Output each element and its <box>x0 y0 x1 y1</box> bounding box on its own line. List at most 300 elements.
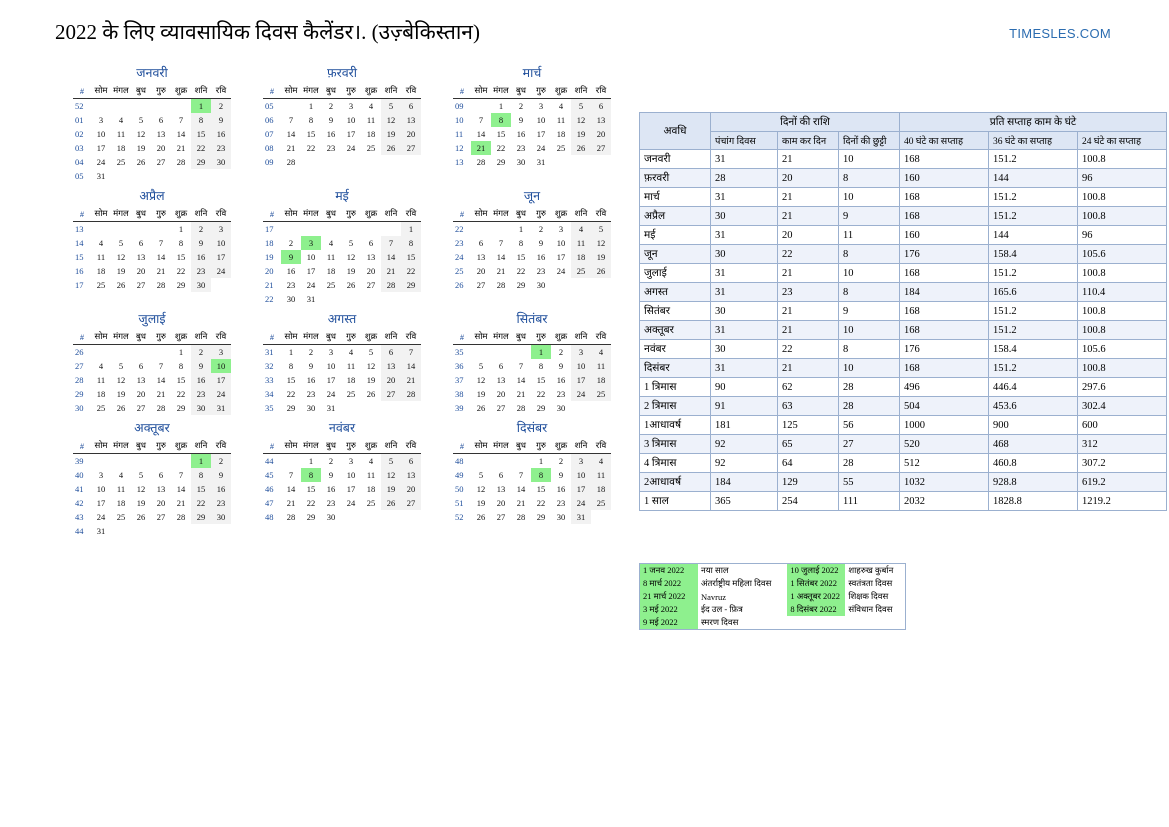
day-cell[interactable]: 18 <box>346 375 356 385</box>
day-cell[interactable]: 27 <box>401 496 421 510</box>
day-cell[interactable]: 9 <box>191 236 211 250</box>
day-cell[interactable]: 2 <box>328 456 334 466</box>
day-cell[interactable]: 28 <box>516 512 526 522</box>
day-cell[interactable]: 8 <box>178 361 184 371</box>
day-cell[interactable]: 28 <box>401 387 421 401</box>
day-cell[interactable]: 25 <box>346 389 356 399</box>
day-cell[interactable]: 18 <box>571 250 591 264</box>
day-cell[interactable]: 21 <box>286 498 296 508</box>
day-cell[interactable]: 30 <box>286 294 296 304</box>
day-cell[interactable]: 15 <box>536 375 546 385</box>
day-cell[interactable]: 19 <box>381 482 401 496</box>
day-cell[interactable]: 22 <box>516 266 526 276</box>
day-cell[interactable]: 22 <box>176 389 186 399</box>
day-cell[interactable]: 3 <box>98 115 104 125</box>
day-cell[interactable]: 23 <box>286 280 296 290</box>
day-cell[interactable]: 13 <box>496 375 506 385</box>
day-cell[interactable]: 12 <box>136 129 146 139</box>
day-cell[interactable]: 4 <box>118 470 124 480</box>
day-cell[interactable]: 27 <box>401 141 421 155</box>
day-cell[interactable]: 13 <box>156 129 166 139</box>
day-cell[interactable]: 5 <box>138 115 144 125</box>
day-cell[interactable]: 27 <box>156 157 166 167</box>
day-cell[interactable]: 30 <box>536 280 546 290</box>
day-cell[interactable]: 28 <box>516 403 526 413</box>
day-cell[interactable]: 25 <box>591 387 611 401</box>
day-cell[interactable]: 10 <box>556 238 566 248</box>
day-cell[interactable]: 17 <box>571 373 591 387</box>
day-cell[interactable]: 7 <box>158 238 164 248</box>
day-cell[interactable]: 4 <box>328 238 334 248</box>
day-cell[interactable]: 10 <box>306 252 316 262</box>
day-cell[interactable]: 31 <box>571 510 591 524</box>
day-cell[interactable]: 3 <box>328 347 334 357</box>
day-cell[interactable]: 11 <box>591 468 611 482</box>
day-cell[interactable]: 17 <box>326 375 336 385</box>
day-cell[interactable]: 7 <box>178 470 184 480</box>
day-cell[interactable]: 4 <box>98 238 104 248</box>
day-cell[interactable]: 7 <box>288 470 294 480</box>
day-cell[interactable]: 12 <box>476 375 486 385</box>
day-cell[interactable]: 6 <box>138 238 144 248</box>
day-cell[interactable]: 3 <box>348 456 354 466</box>
day-cell[interactable]: 31 <box>211 401 231 415</box>
day-cell[interactable]: 4 <box>368 101 374 111</box>
day-cell[interactable]: 25 <box>96 280 106 290</box>
holiday-day-cell[interactable]: 21 <box>471 141 491 155</box>
day-cell[interactable]: 25 <box>366 143 376 153</box>
day-cell[interactable]: 23 <box>211 496 231 510</box>
day-cell[interactable]: 25 <box>366 498 376 508</box>
day-cell[interactable]: 29 <box>536 403 546 413</box>
day-cell[interactable]: 16 <box>211 127 231 141</box>
day-cell[interactable]: 29 <box>176 403 186 413</box>
day-cell[interactable]: 27 <box>366 280 376 290</box>
day-cell[interactable]: 27 <box>496 512 506 522</box>
day-cell[interactable]: 20 <box>401 127 421 141</box>
day-cell[interactable]: 14 <box>476 129 486 139</box>
day-cell[interactable]: 11 <box>96 375 106 385</box>
day-cell[interactable]: 24 <box>306 280 316 290</box>
holiday-day-cell[interactable]: 1 <box>191 99 211 114</box>
day-cell[interactable]: 14 <box>286 129 296 139</box>
day-cell[interactable]: 17 <box>536 129 546 139</box>
day-cell[interactable]: 10 <box>346 470 356 480</box>
day-cell[interactable]: 24 <box>571 496 591 510</box>
day-cell[interactable]: 20 <box>366 266 376 276</box>
day-cell[interactable]: 8 <box>178 238 184 248</box>
day-cell[interactable]: 20 <box>136 266 146 276</box>
day-cell[interactable]: 5 <box>478 470 484 480</box>
day-cell[interactable]: 10 <box>211 236 231 250</box>
day-cell[interactable]: 25 <box>556 143 566 153</box>
day-cell[interactable]: 13 <box>136 252 146 262</box>
day-cell[interactable]: 23 <box>211 141 231 155</box>
day-cell[interactable]: 4 <box>98 361 104 371</box>
holiday-day-cell[interactable]: 8 <box>531 468 551 482</box>
day-cell[interactable]: 5 <box>348 238 354 248</box>
day-cell[interactable]: 21 <box>176 143 186 153</box>
day-cell[interactable]: 3 <box>98 470 104 480</box>
day-cell[interactable]: 10 <box>536 115 546 125</box>
day-cell[interactable]: 24 <box>556 266 566 276</box>
day-cell[interactable]: 11 <box>366 115 376 125</box>
day-cell[interactable]: 25 <box>116 512 126 522</box>
day-cell[interactable]: 27 <box>156 512 166 522</box>
day-cell[interactable]: 8 <box>538 361 544 371</box>
day-cell[interactable]: 6 <box>381 345 401 360</box>
day-cell[interactable]: 14 <box>156 375 166 385</box>
holiday-day-cell[interactable]: 1 <box>191 454 211 469</box>
day-cell[interactable]: 10 <box>326 361 336 371</box>
day-cell[interactable]: 19 <box>591 250 611 264</box>
day-cell[interactable]: 2 <box>518 101 524 111</box>
day-cell[interactable]: 2 <box>558 347 564 357</box>
day-cell[interactable]: 6 <box>138 361 144 371</box>
day-cell[interactable]: 28 <box>176 512 186 522</box>
day-cell[interactable]: 2 <box>191 222 211 237</box>
day-cell[interactable]: 14 <box>496 252 506 262</box>
day-cell[interactable]: 11 <box>96 252 106 262</box>
day-cell[interactable]: 13 <box>136 375 146 385</box>
day-cell[interactable]: 11 <box>366 470 376 480</box>
day-cell[interactable]: 18 <box>116 143 126 153</box>
day-cell[interactable]: 27 <box>136 280 146 290</box>
day-cell[interactable]: 11 <box>571 236 591 250</box>
day-cell[interactable]: 1 <box>178 347 184 357</box>
day-cell[interactable]: 12 <box>346 252 356 262</box>
day-cell[interactable]: 12 <box>571 113 591 127</box>
day-cell[interactable]: 2 <box>558 456 564 466</box>
day-cell[interactable]: 14 <box>516 484 526 494</box>
day-cell[interactable]: 2 <box>538 224 544 234</box>
day-cell[interactable]: 15 <box>176 375 186 385</box>
day-cell[interactable]: 19 <box>476 498 486 508</box>
day-cell[interactable]: 23 <box>556 498 566 508</box>
day-cell[interactable]: 24 <box>346 143 356 153</box>
holiday-day-cell[interactable]: 10 <box>211 359 231 373</box>
day-cell[interactable]: 6 <box>478 238 484 248</box>
day-cell[interactable]: 9 <box>211 468 231 482</box>
day-cell[interactable]: 4 <box>118 115 124 125</box>
day-cell[interactable]: 22 <box>191 496 211 510</box>
day-cell[interactable]: 7 <box>498 238 504 248</box>
day-cell[interactable]: 8 <box>191 113 211 127</box>
day-cell[interactable]: 25 <box>96 403 106 413</box>
day-cell[interactable]: 26 <box>381 141 401 155</box>
day-cell[interactable]: 29 <box>176 280 186 290</box>
day-cell[interactable]: 4 <box>348 347 354 357</box>
day-cell[interactable]: 2 <box>288 238 294 248</box>
day-cell[interactable]: 31 <box>96 171 106 181</box>
day-cell[interactable]: 2 <box>308 347 314 357</box>
day-cell[interactable]: 23 <box>516 143 526 153</box>
day-cell[interactable]: 22 <box>286 389 296 399</box>
day-cell[interactable]: 26 <box>381 496 401 510</box>
day-cell[interactable]: 15 <box>306 484 316 494</box>
day-cell[interactable]: 29 <box>286 403 296 413</box>
day-cell[interactable]: 24 <box>536 143 546 153</box>
day-cell[interactable]: 16 <box>516 129 526 139</box>
day-cell[interactable]: 30 <box>556 512 566 522</box>
day-cell[interactable]: 3 <box>571 345 591 360</box>
day-cell[interactable]: 1 <box>288 347 294 357</box>
day-cell[interactable]: 11 <box>116 129 126 139</box>
day-cell[interactable]: 22 <box>191 141 211 155</box>
day-cell[interactable]: 24 <box>326 389 336 399</box>
day-cell[interactable]: 13 <box>381 359 401 373</box>
day-cell[interactable]: 29 <box>191 155 211 169</box>
day-cell[interactable]: 24 <box>346 498 356 508</box>
day-cell[interactable]: 26 <box>476 403 486 413</box>
day-cell[interactable]: 13 <box>366 252 376 262</box>
day-cell[interactable]: 16 <box>306 375 316 385</box>
day-cell[interactable]: 15 <box>176 252 186 262</box>
day-cell[interactable]: 6 <box>158 470 164 480</box>
day-cell[interactable]: 7 <box>288 115 294 125</box>
holiday-day-cell[interactable]: 8 <box>301 468 321 482</box>
day-cell[interactable]: 16 <box>211 482 231 496</box>
day-cell[interactable]: 19 <box>116 266 126 276</box>
day-cell[interactable]: 18 <box>366 484 376 494</box>
day-cell[interactable]: 23 <box>326 498 336 508</box>
day-cell[interactable]: 9 <box>308 361 314 371</box>
day-cell[interactable]: 4 <box>558 101 564 111</box>
day-cell[interactable]: 4 <box>368 456 374 466</box>
day-cell[interactable]: 12 <box>136 484 146 494</box>
day-cell[interactable]: 18 <box>326 266 336 276</box>
day-cell[interactable]: 29 <box>306 512 316 522</box>
day-cell[interactable]: 30 <box>306 403 316 413</box>
day-cell[interactable]: 22 <box>536 389 546 399</box>
day-cell[interactable]: 7 <box>518 470 524 480</box>
day-cell[interactable]: 22 <box>536 498 546 508</box>
day-cell[interactable]: 6 <box>401 454 421 469</box>
day-cell[interactable]: 16 <box>326 484 336 494</box>
day-cell[interactable]: 22 <box>401 264 421 278</box>
day-cell[interactable]: 19 <box>346 266 356 276</box>
day-cell[interactable]: 14 <box>176 484 186 494</box>
day-cell[interactable]: 6 <box>368 238 374 248</box>
day-cell[interactable]: 23 <box>306 389 316 399</box>
day-cell[interactable]: 4 <box>591 454 611 469</box>
day-cell[interactable]: 17 <box>556 252 566 262</box>
day-cell[interactable]: 7 <box>401 345 421 360</box>
day-cell[interactable]: 1 <box>401 222 421 237</box>
day-cell[interactable]: 21 <box>156 266 166 276</box>
day-cell[interactable]: 28 <box>176 157 186 167</box>
day-cell[interactable]: 18 <box>116 498 126 508</box>
day-cell[interactable]: 11 <box>116 484 126 494</box>
day-cell[interactable]: 15 <box>191 127 211 141</box>
day-cell[interactable]: 1 <box>498 101 504 111</box>
day-cell[interactable]: 6 <box>401 99 421 114</box>
day-cell[interactable]: 25 <box>326 280 336 290</box>
day-cell[interactable]: 28 <box>286 157 296 167</box>
day-cell[interactable]: 10 <box>96 129 106 139</box>
day-cell[interactable]: 1 <box>538 456 544 466</box>
day-cell[interactable]: 1 <box>308 456 314 466</box>
day-cell[interactable]: 15 <box>191 482 211 496</box>
day-cell[interactable]: 31 <box>536 157 546 167</box>
day-cell[interactable]: 2 <box>191 345 211 360</box>
day-cell[interactable]: 27 <box>476 280 486 290</box>
day-cell[interactable]: 16 <box>556 484 566 494</box>
day-cell[interactable]: 11 <box>346 361 356 371</box>
day-cell[interactable]: 31 <box>96 526 106 536</box>
day-cell[interactable]: 6 <box>591 99 611 114</box>
day-cell[interactable]: 7 <box>178 115 184 125</box>
day-cell[interactable]: 14 <box>286 484 296 494</box>
day-cell[interactable]: 18 <box>96 266 106 276</box>
day-cell[interactable]: 29 <box>536 512 546 522</box>
day-cell[interactable]: 8 <box>401 236 421 250</box>
day-cell[interactable]: 8 <box>518 238 524 248</box>
day-cell[interactable]: 23 <box>326 143 336 153</box>
day-cell[interactable]: 20 <box>136 389 146 399</box>
day-cell[interactable]: 5 <box>381 454 401 469</box>
day-cell[interactable]: 26 <box>116 280 126 290</box>
day-cell[interactable]: 14 <box>516 375 526 385</box>
day-cell[interactable]: 21 <box>516 498 526 508</box>
day-cell[interactable]: 11 <box>326 252 336 262</box>
holiday-day-cell[interactable]: 3 <box>301 236 321 250</box>
day-cell[interactable]: 16 <box>556 375 566 385</box>
day-cell[interactable]: 14 <box>156 252 166 262</box>
day-cell[interactable]: 25 <box>591 496 611 510</box>
day-cell[interactable]: 28 <box>156 403 166 413</box>
day-cell[interactable]: 15 <box>286 375 296 385</box>
day-cell[interactable]: 12 <box>116 252 126 262</box>
day-cell[interactable]: 20 <box>381 373 401 387</box>
day-cell[interactable]: 15 <box>536 484 546 494</box>
day-cell[interactable]: 9 <box>558 361 564 371</box>
day-cell[interactable]: 13 <box>401 113 421 127</box>
day-cell[interactable]: 9 <box>328 470 334 480</box>
day-cell[interactable]: 12 <box>476 484 486 494</box>
day-cell[interactable]: 11 <box>556 115 566 125</box>
day-cell[interactable]: 3 <box>211 222 231 237</box>
day-cell[interactable]: 10 <box>346 115 356 125</box>
day-cell[interactable]: 5 <box>571 99 591 114</box>
day-cell[interactable]: 4 <box>591 345 611 360</box>
day-cell[interactable]: 15 <box>401 250 421 264</box>
day-cell[interactable]: 26 <box>136 512 146 522</box>
day-cell[interactable]: 30 <box>326 512 336 522</box>
day-cell[interactable]: 24 <box>96 512 106 522</box>
day-cell[interactable]: 27 <box>136 403 146 413</box>
day-cell[interactable]: 14 <box>401 359 421 373</box>
day-cell[interactable]: 8 <box>288 361 294 371</box>
day-cell[interactable]: 2 <box>211 454 231 469</box>
day-cell[interactable]: 17 <box>346 129 356 139</box>
day-cell[interactable]: 9 <box>211 113 231 127</box>
day-cell[interactable]: 13 <box>476 252 486 262</box>
day-cell[interactable]: 5 <box>118 238 124 248</box>
holiday-day-cell[interactable]: 1 <box>531 345 551 360</box>
day-cell[interactable]: 13 <box>591 113 611 127</box>
day-cell[interactable]: 22 <box>176 266 186 276</box>
day-cell[interactable]: 19 <box>116 389 126 399</box>
day-cell[interactable]: 8 <box>308 115 314 125</box>
day-cell[interactable]: 3 <box>571 454 591 469</box>
day-cell[interactable]: 23 <box>556 389 566 399</box>
day-cell[interactable]: 28 <box>381 278 401 292</box>
day-cell[interactable]: 5 <box>368 347 374 357</box>
day-cell[interactable]: 18 <box>556 129 566 139</box>
day-cell[interactable]: 19 <box>571 127 591 141</box>
day-cell[interactable]: 7 <box>478 115 484 125</box>
day-cell[interactable]: 18 <box>96 389 106 399</box>
day-cell[interactable]: 22 <box>306 143 316 153</box>
day-cell[interactable]: 7 <box>158 361 164 371</box>
day-cell[interactable]: 10 <box>96 484 106 494</box>
day-cell[interactable]: 27 <box>496 403 506 413</box>
day-cell[interactable]: 10 <box>571 468 591 482</box>
day-cell[interactable]: 16 <box>536 252 546 262</box>
day-cell[interactable]: 31 <box>326 403 336 413</box>
day-cell[interactable]: 2 <box>328 101 334 111</box>
day-cell[interactable]: 9 <box>558 470 564 480</box>
day-cell[interactable]: 20 <box>476 266 486 276</box>
day-cell[interactable]: 17 <box>96 143 106 153</box>
day-cell[interactable]: 6 <box>498 470 504 480</box>
day-cell[interactable]: 9 <box>518 115 524 125</box>
day-cell[interactable]: 24 <box>571 387 591 401</box>
day-cell[interactable]: 21 <box>286 143 296 153</box>
day-cell[interactable]: 21 <box>381 264 401 278</box>
day-cell[interactable]: 1 <box>178 224 184 234</box>
day-cell[interactable]: 17 <box>211 250 231 264</box>
day-cell[interactable]: 20 <box>401 482 421 496</box>
day-cell[interactable]: 28 <box>286 512 296 522</box>
day-cell[interactable]: 29 <box>401 278 421 292</box>
day-cell[interactable]: 26 <box>116 403 126 413</box>
day-cell[interactable]: 20 <box>156 498 166 508</box>
day-cell[interactable]: 27 <box>381 387 401 401</box>
day-cell[interactable]: 17 <box>211 373 231 387</box>
day-cell[interactable]: 12 <box>381 468 401 482</box>
day-cell[interactable]: 17 <box>306 266 316 276</box>
day-cell[interactable]: 12 <box>366 361 376 371</box>
day-cell[interactable]: 24 <box>96 157 106 167</box>
day-cell[interactable]: 24 <box>211 387 231 401</box>
day-cell[interactable]: 19 <box>136 143 146 153</box>
day-cell[interactable]: 5 <box>118 361 124 371</box>
day-cell[interactable]: 7 <box>381 236 401 250</box>
day-cell[interactable]: 5 <box>478 361 484 371</box>
day-cell[interactable]: 26 <box>571 141 591 155</box>
day-cell[interactable]: 28 <box>156 280 166 290</box>
day-cell[interactable]: 9 <box>328 115 334 125</box>
day-cell[interactable]: 19 <box>136 498 146 508</box>
day-cell[interactable]: 27 <box>591 141 611 155</box>
day-cell[interactable]: 12 <box>381 113 401 127</box>
day-cell[interactable]: 26 <box>366 389 376 399</box>
day-cell[interactable]: 26 <box>346 280 356 290</box>
day-cell[interactable]: 17 <box>571 482 591 496</box>
day-cell[interactable]: 15 <box>496 129 506 139</box>
day-cell[interactable]: 11 <box>591 359 611 373</box>
day-cell[interactable]: 1 <box>308 101 314 111</box>
day-cell[interactable]: 1 <box>518 224 524 234</box>
day-cell[interactable]: 18 <box>591 482 611 496</box>
day-cell[interactable]: 9 <box>191 359 211 373</box>
day-cell[interactable]: 5 <box>591 222 611 237</box>
day-cell[interactable]: 30 <box>556 403 566 413</box>
day-cell[interactable]: 29 <box>191 510 211 524</box>
day-cell[interactable]: 8 <box>191 468 211 482</box>
